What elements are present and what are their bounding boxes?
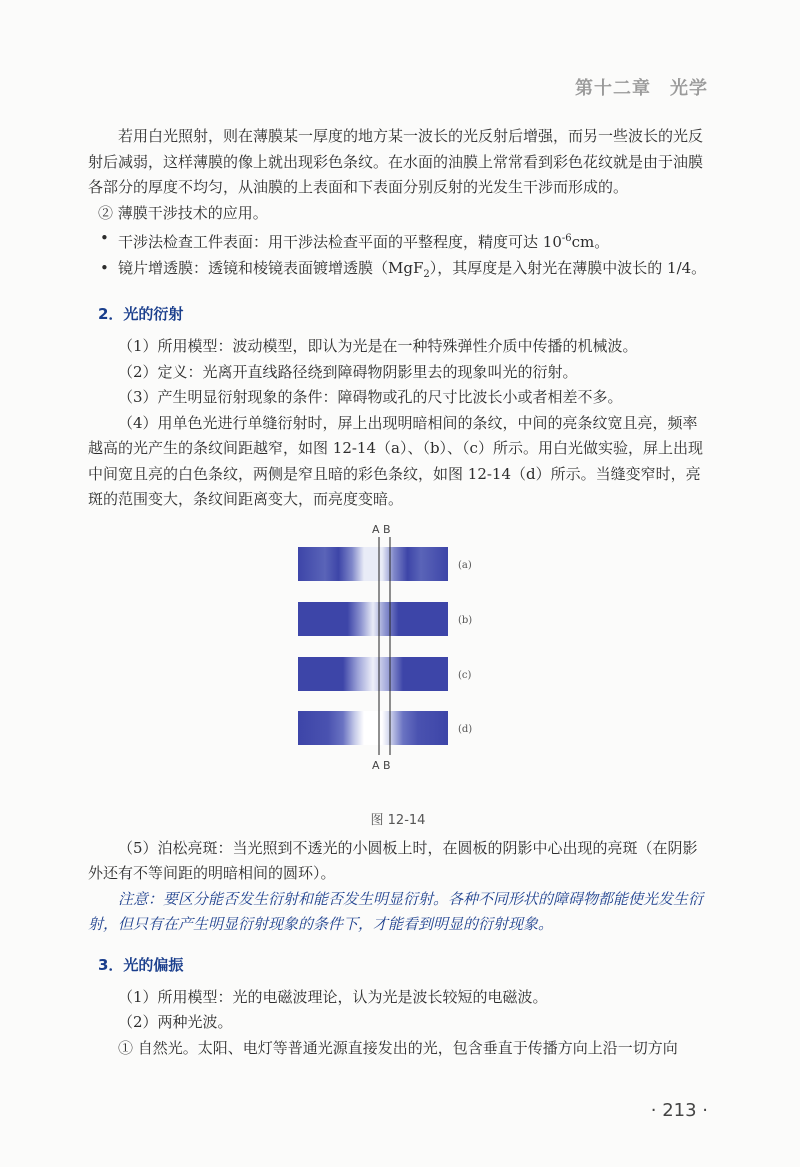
bullet-antireflection [88,256,708,288]
item-thin-film-applications: ② 薄膜干涉技术的应用。 [98,203,268,222]
figure-12-14 [88,523,708,813]
section-title-polarization: 3．光的偏振 [98,955,184,974]
panel-label-c: (c) [458,669,472,681]
paragraph-diffraction-definition: （2）定义：光离开直线路径绕到障碍物阴影里去的现象叫光的衍射。 [118,362,578,381]
paragraph-poisson-spot: （5）泊松亮斑：当光照到不透光的小圆板上时，在圆板的阴影中心出现的亮斑（在阴影外还有不等间距的明暗相间的圆环）。 [88,838,698,882]
label-ab-top: A B [372,522,391,536]
section-title-diffraction: 2．光的衍射 [98,305,184,323]
page-content [88,124,708,1061]
fringe-panel-a [298,547,448,581]
bullet-surface-check-text: 干涉法检查工件表面：用干涉法检查平面的平整程度，精度可达 10 [118,233,562,251]
paragraph-polarization-model: （1）所用模型：光的电磁波理论，认为光是波长较短的电磁波。 [118,987,548,1006]
bullet-surface-check [88,226,708,256]
paragraph-thin-film-color: 若用白光照射，则在薄膜某一厚度的地方某一波长的光反射后增强，而另一些波长的光反射后减弱，这样薄膜的像上就出现彩色条纹。在水面的油膜上常常看到彩色花纹就是由于油膜各部分的厚度不均匀，从油膜的上表面和下表面分别反射的光发生干涉而形成的。 [88,127,704,196]
fringe-panel-c [298,657,448,691]
fringe-panel-b [298,602,448,636]
paragraph-natural-light: ① 自然光。太阳、电灯等普通光源直接发出的光，包含垂直于传播方向上沿一切方向 [118,1038,678,1057]
paragraph-diffraction-model: （1）所用模型：波动模型，即认为光是在一种特殊弹性介质中传播的机械波。 [118,337,638,355]
unit: cm。 [571,233,610,251]
fringe-panel-d [298,711,448,745]
exponent: -6 [561,233,572,244]
chapter-header: 第十二章 光学 [575,78,708,99]
note-diffraction: 注意：要区分能否发生衍射和能否发生明显衍射。各种不同形状的障碍物都能使光发生衍射，但只有在产生明显衍射现象的条件下，才能看到明显的衍射现象。 [88,889,704,933]
paragraph-single-slit: （4）用单色光进行单缝衍射时，屏上出现明暗相间的条纹，中间的亮条纹宽且亮，频率越高的光产生的条纹间距越窄，如图 12-14（a）、（b）、（c）所示。用白光做实验，屏上出现中间宽且亮的白色条纹，两侧是窄且暗的彩色条纹，如图 12-14（d）所示。当缝变窄时，亮斑的范围变大，条纹间距离变大，而亮度变暗。 [88,413,703,508]
paragraph-diffraction-condition: （3）产生明显衍射现象的条件：障碍物或孔的尺寸比波长小或者相差不多。 [118,388,623,406]
panel-label-a: (a) [458,559,472,571]
diffraction-figure [88,523,708,813]
page-number: · 213 · [650,1100,708,1121]
panel-label-d: (d) [458,723,473,735]
figure-caption: 图 12-14 [370,812,426,828]
bullet-dot: • [100,229,109,247]
panel-label-b: (b) [458,614,473,626]
bullet-antireflection-text-a: 镜片增透膜：透镜和棱镜表面镀增透膜（MgF [118,258,424,277]
bullet-dot: • [100,258,109,277]
paragraph-two-light-waves: （2）两种光波。 [118,1013,233,1031]
label-ab-bottom: A B [372,758,391,772]
bullet-antireflection-text-b: ），其厚度是入射光在薄膜中波长的 1/4。 [429,258,707,277]
subscript: 2 [423,268,430,280]
